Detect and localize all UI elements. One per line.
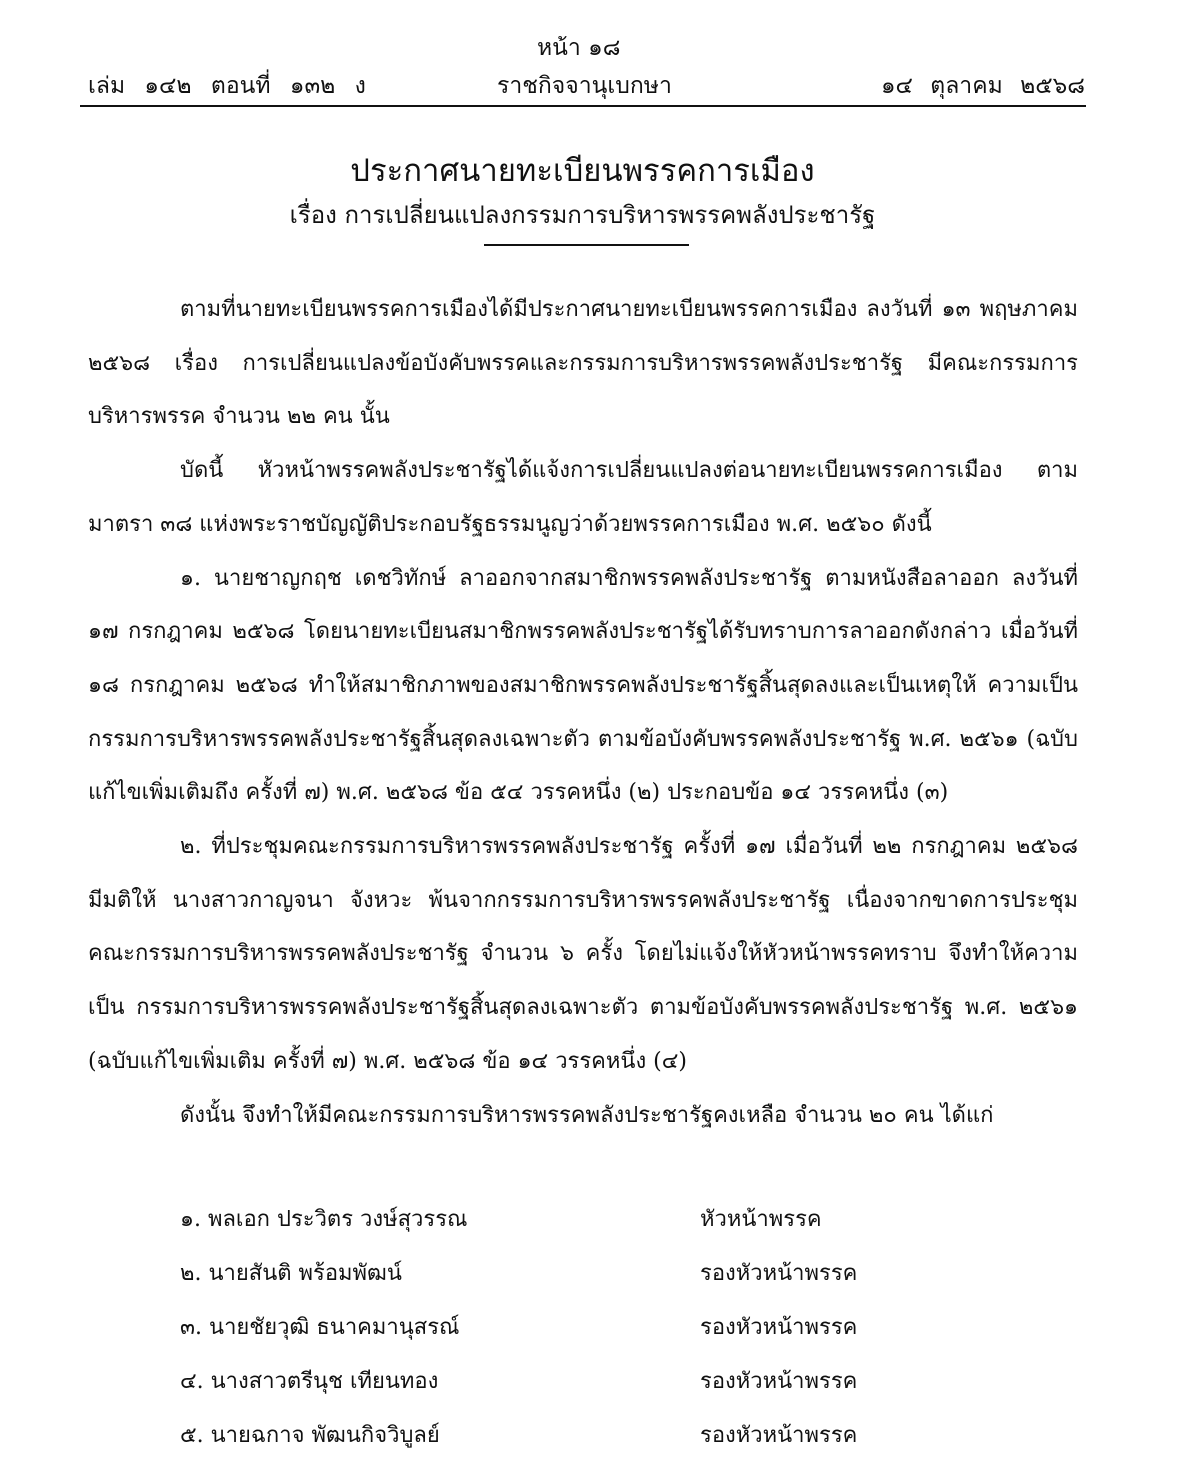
member-position: รองหัวหน้าพรรค: [700, 1261, 858, 1286]
page-number: หน้า ๑๘: [537, 35, 621, 61]
volume-issue: เล่ม ๑๔๒ ตอนที่ ๑๓๒ ง: [88, 73, 366, 99]
paragraph-item-1: ๑. นายชาญกฤช เดชวิทักษ์ ลาออกจากสมาชิกพรรคพลังประชารัฐ ตามหนังสือลาออก ลงวันที่ ๑๗ กรกฎาคม ๒๕๖๘ โดยนายทะเบียนสมาชิกพรรคพลังประชารัฐได้รับทราบการลาออกดังกล่าว เมื่อวันที่ ๑๘ กรกฎาคม ๒๕๖๘ ทำให้สมาชิกภาพของสมาชิกพรรคพลังประชารัฐสิ้นสุดลงและเป็นเหตุให้ ความเป็นกรรมการบริหารพรรคพลังประชารัฐสิ้นสุดลงเฉพาะตัว ตามข้อบังคับพรรคพลังประชารัฐ พ.ศ. ๒๕๖๑ (ฉบับแก้ไขเพิ่มเติมถึง ครั้งที่ ๗) พ.ศ. ๒๕๖๘ ข้อ ๕๔ วรรคหนึ่ง (๒) ประกอบข้อ ๑๔ วรรคหนึ่ง (๓): [88, 565, 1078, 806]
gazette-name: ราชกิจจานุเบกษา: [497, 73, 672, 99]
member-name: ๕. นายฉกาจ พัฒนกิจวิบูลย์: [180, 1423, 440, 1448]
header-divider: [80, 105, 1086, 107]
member-position: รองหัวหน้าพรรค: [700, 1315, 858, 1340]
member-name: ๔. นางสาวตรีนุช เทียนทอง: [180, 1369, 439, 1394]
title-divider: [484, 244, 689, 246]
member-position: รองหัวหน้าพรรค: [700, 1369, 858, 1394]
paragraph-summary: ดังนั้น จึงทำให้มีคณะกรรมการบริหารพรรคพลังประชารัฐคงเหลือ จำนวน ๒๐ คน ได้แก่: [180, 1102, 994, 1128]
paragraph-notice: บัดนี้ หัวหน้าพรรคพลังประชารัฐได้แจ้งการเปลี่ยนแปลงต่อนายทะเบียนพรรคการเมือง ตามมาตรา ๓๘ แห่งพระราชบัญญัติประกอบรัฐธรรมนูญว่าด้วยพรรคการเมือง พ.ศ. ๒๕๖๐ ดังนี้: [88, 458, 1078, 537]
member-position: หัวหน้าพรรค: [700, 1207, 822, 1232]
paragraph-item-2: ๒. ที่ประชุมคณะกรรมการบริหารพรรคพลังประชารัฐ ครั้งที่ ๑๗ เมื่อวันที่ ๒๒ กรกฎาคม ๒๕๖๘ มีมติให้ นางสาวกาญจนา จังหวะ พ้นจากกรรมการบริหารพรรคพลังประชารัฐ เนื่องจากขาดการประชุม คณะกรรมการบริหารพรรคพลังประชารัฐ จำนวน ๖ ครั้ง โดยไม่แจ้งให้หัวหน้าพรรคทราบ จึงทำให้ความเป็น กรรมการบริหารพรรคพลังประชารัฐสิ้นสุดลงเฉพาะตัว ตามข้อบังคับพรรคพลังประชารัฐ พ.ศ. ๒๕๖๑ (ฉบับแก้ไขเพิ่มเติม ครั้งที่ ๗) พ.ศ. ๒๕๖๘ ข้อ ๑๔ วรรคหนึ่ง (๔): [88, 834, 1078, 1074]
announcement-body: [88, 283, 1078, 1142]
member-name: ๑. พลเอก ประวิตร วงษ์สุวรรณ: [180, 1207, 468, 1232]
announcement-title: ประกาศนายทะเบียนพรรคการเมือง: [350, 153, 815, 189]
member-position: รองหัวหน้าพรรค: [700, 1423, 858, 1448]
member-name: ๒. นายสันติ พร้อมพัฒน์: [180, 1261, 402, 1286]
announcement-subject: เรื่อง การเปลี่ยนแปลงกรรมการบริหารพรรคพลังประชารัฐ: [289, 201, 876, 229]
member-name: ๓. นายชัยวุฒิ ธนาคมานุสรณ์: [180, 1315, 460, 1340]
paragraph-reference: ตามที่นายทะเบียนพรรคการเมืองได้มีประกาศนายทะเบียนพรรคการเมือง ลงวันที่ ๑๓ พฤษภาคม ๒๕๖๘ เรื่อง การเปลี่ยนแปลงข้อบังคับพรรคและกรรมการบริหารพรรคพลังประชารัฐ มีคณะกรรมการบริหารพรรค จำนวน ๒๒ คน นั้น: [88, 297, 1078, 430]
publish-date: ๑๔ ตุลาคม ๒๕๖๘: [880, 73, 1085, 99]
